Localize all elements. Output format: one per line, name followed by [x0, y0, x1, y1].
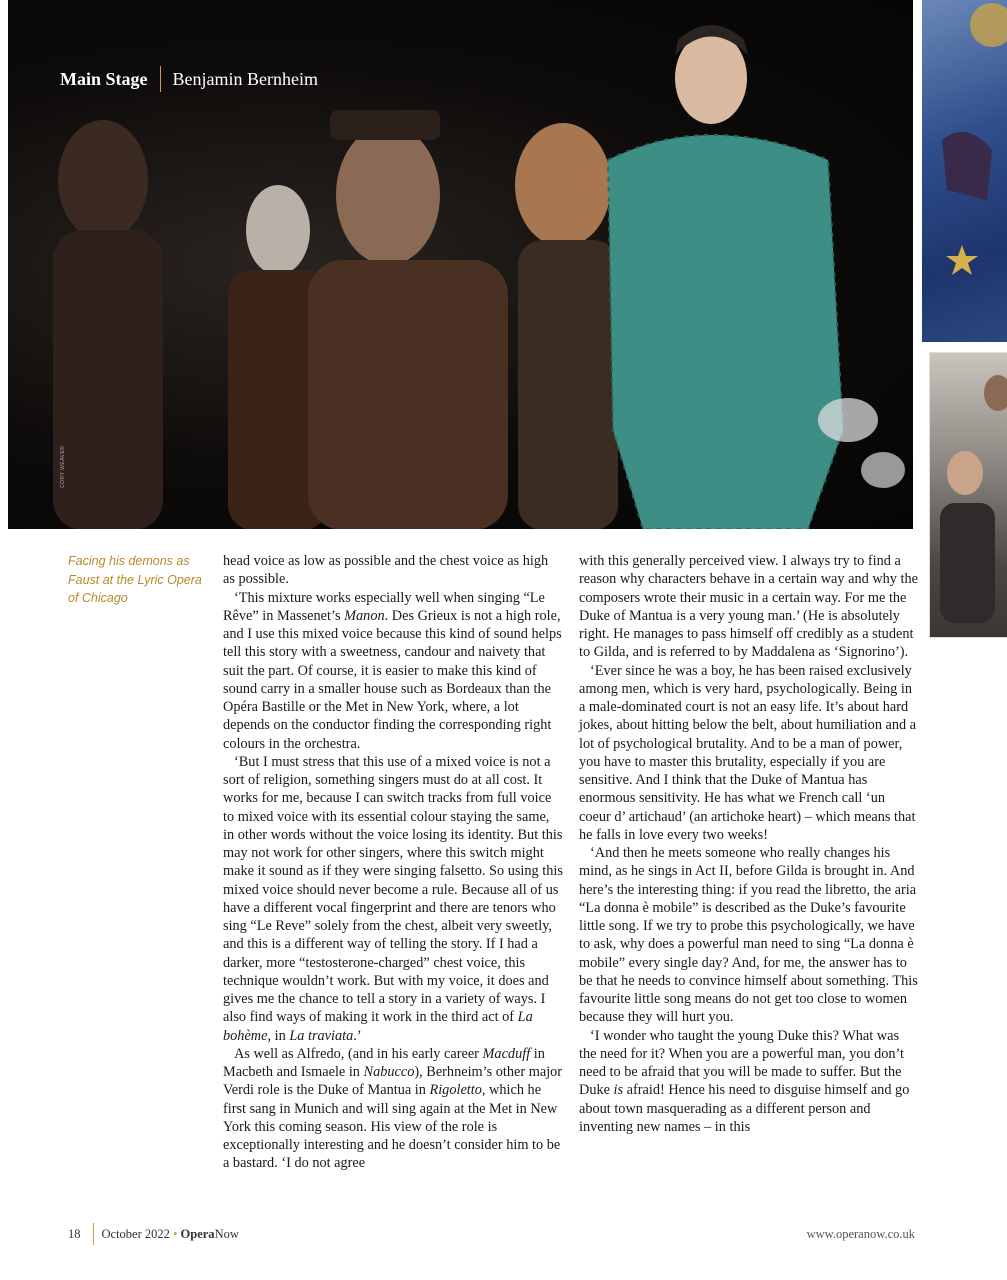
- article-subject: Benjamin Bernheim: [172, 68, 318, 89]
- footer-dot: •: [173, 1226, 178, 1241]
- text-run: ‘This mixture works especially well when singing “Le Rêve” in Massenet’s: [223, 589, 545, 624]
- paragraph: [579, 1027, 919, 1137]
- text-run: ‘But I must stress that this use of a mixed voice is not a sort of religion, something singers must do at all cost. It works for me, because I can switch tracks from full voice to mixed voice with its essential colour staying the same, in other words without the voice losing its identity. But this may not work for other singers, where this switch might make it sound as if they were singing falsetto. So using this mixed voice should never become a rule. Because all of us have a different vocal fingerprint and there are tenors who sing “Le Reve” solely from the chest, albeit very sweetly, and this is a different way of telling the story. If I had a darker, more “testosterone-charged” chest voice, this technique wouldn’t work. But with my voice, it does and gives me the chance to tell a story in a variety of ways. I also find ways of making it work in the third act of: [223, 753, 563, 1026]
- singer-suit: [608, 135, 843, 529]
- brand-opera: Opera: [180, 1226, 215, 1241]
- issue-date: October 2022: [101, 1226, 170, 1241]
- page-number: 18: [68, 1226, 81, 1241]
- text-run: head voice as low as possible and the chest voice as high as possible.: [223, 553, 549, 588]
- paragraph: [223, 1045, 563, 1173]
- text-run: ‘And then he meets someone who really changes his mind, as he sings in Act II, before Gilda is brought in. And here’s the interesting thing: if you read the libretto, the aria “La donna è mobile” is described as the Duke’s favourite little song. If we try to probe this psychologically, we have to ask, why does a powerful man need to sing “La donna è mobile” every single day? And, for me, the answer has to be that he needs to convince himself about something. This favourite little song means do not get too close to women because they will hurt you.: [579, 845, 918, 1026]
- hat-puppet-hat: [330, 110, 440, 140]
- page-footer: [68, 1223, 915, 1245]
- side-photo-bottom: [929, 352, 1007, 638]
- text-run: .’: [353, 1027, 362, 1044]
- puppet-head-left: [58, 120, 148, 240]
- text-run: ‘Ever since he was a boy, he has been raised exclusively among men, which is very hard, psychologically. Being in a male-dominated court is not an easy life. It’s about hard jokes, about hitting below the belt, about humiliation and a lot of psychological brutality. And to be a man of power, you have to master this brutality, especially if you are sensitive. And I think that the Duke of Mantua has enormous sensitivity. He has what we French call ‘un coeur d’ artichaud’ (an artichoke heart) – which means that he falls in love every two weeks!: [579, 662, 917, 843]
- italic-text: La traviata: [289, 1027, 354, 1044]
- article-column-2: [579, 552, 919, 1136]
- text-run: which he first sang in Munich and will sing again at the Met in New York this coming season. His view of the role is exceptionally interesting and he doesn’t consider him to be a bastard. ‘I do not agree: [223, 1082, 561, 1172]
- website-url[interactable]: www.operanow.co.uk: [806, 1226, 915, 1241]
- hat-puppet-coat: [308, 260, 508, 529]
- text-run: in Macbeth and Ismaele in: [223, 1045, 545, 1080]
- hat-puppet-head: [336, 125, 440, 265]
- brand-now: Now: [214, 1226, 239, 1241]
- demon-puppet-head: [515, 123, 611, 247]
- paragraph: [579, 662, 919, 845]
- paragraph: [223, 589, 563, 753]
- photo-caption: Facing his demons as Faust at the Lyric Opera of Chicago: [68, 554, 202, 605]
- header-divider: [160, 66, 161, 92]
- section-label: Main Stage: [60, 68, 148, 89]
- italic-text: La bohème,: [223, 1009, 533, 1044]
- paragraph: [579, 844, 919, 1027]
- masked-puppet-head: [246, 185, 310, 275]
- text-run: in: [271, 1027, 290, 1044]
- text-run: ‘I wonder who taught the young Duke this? What was the need for it? When you are a powerful man, you don’t need to be afraid that you will be made to suffer. But the Duke: [579, 1027, 905, 1099]
- issue-info: [102, 1227, 239, 1242]
- text-run: ), Berhneim’s other major Verdi role is the Duke of Mantua in: [223, 1064, 563, 1099]
- page-header: [60, 66, 318, 92]
- italic-text: Rigoletto,: [429, 1082, 486, 1099]
- text-run: . Des Grieux is not a high role, and I use this mixed voice because this kind of sound helps tell this story with a sweetness, candour and naivety that suit the part. Of course, it is easier to make this kind of sound carry in a smaller house such as Bordeaux than the Opéra Bastille or the Met in New York, where, a lot depends on the conductor finding the corresponding right colours in the orchestra.: [223, 607, 562, 752]
- italic-text: is: [613, 1082, 624, 1099]
- photo-credit: CORY WEAVER: [60, 445, 66, 488]
- article-column-1: [223, 552, 563, 1173]
- italic-text: Nabucco: [363, 1064, 415, 1080]
- puppet-body-left: [53, 230, 163, 529]
- side-photo-top: [922, 0, 1007, 342]
- singer-head: [675, 32, 747, 124]
- demon-puppet-body: [518, 240, 618, 529]
- italic-text: Manon: [344, 607, 385, 624]
- text-run: As well as Alfredo, (and in his early career: [234, 1045, 483, 1062]
- paragraph: [579, 552, 919, 662]
- text-run: afraid! Hence his need to disguise himself and go about town masquerading as a different person and inventing new names – in this: [579, 1082, 910, 1135]
- paragraph: [223, 753, 563, 1045]
- text-run: with this generally perceived view. I always try to find a reason why characters behave in a certain way and why the composers wrote their music in a certain way. For me the Duke of Mantua is a very young man.’ (He is absolutely right. He manages to pass himself off credibly as a student to Gilda, and is referred to by Maddalena as ‘Signorino’).: [579, 553, 918, 661]
- italic-text: Macduff: [482, 1045, 531, 1062]
- footer-divider: [93, 1223, 94, 1245]
- paragraph: [223, 552, 563, 589]
- flowers: [818, 398, 878, 442]
